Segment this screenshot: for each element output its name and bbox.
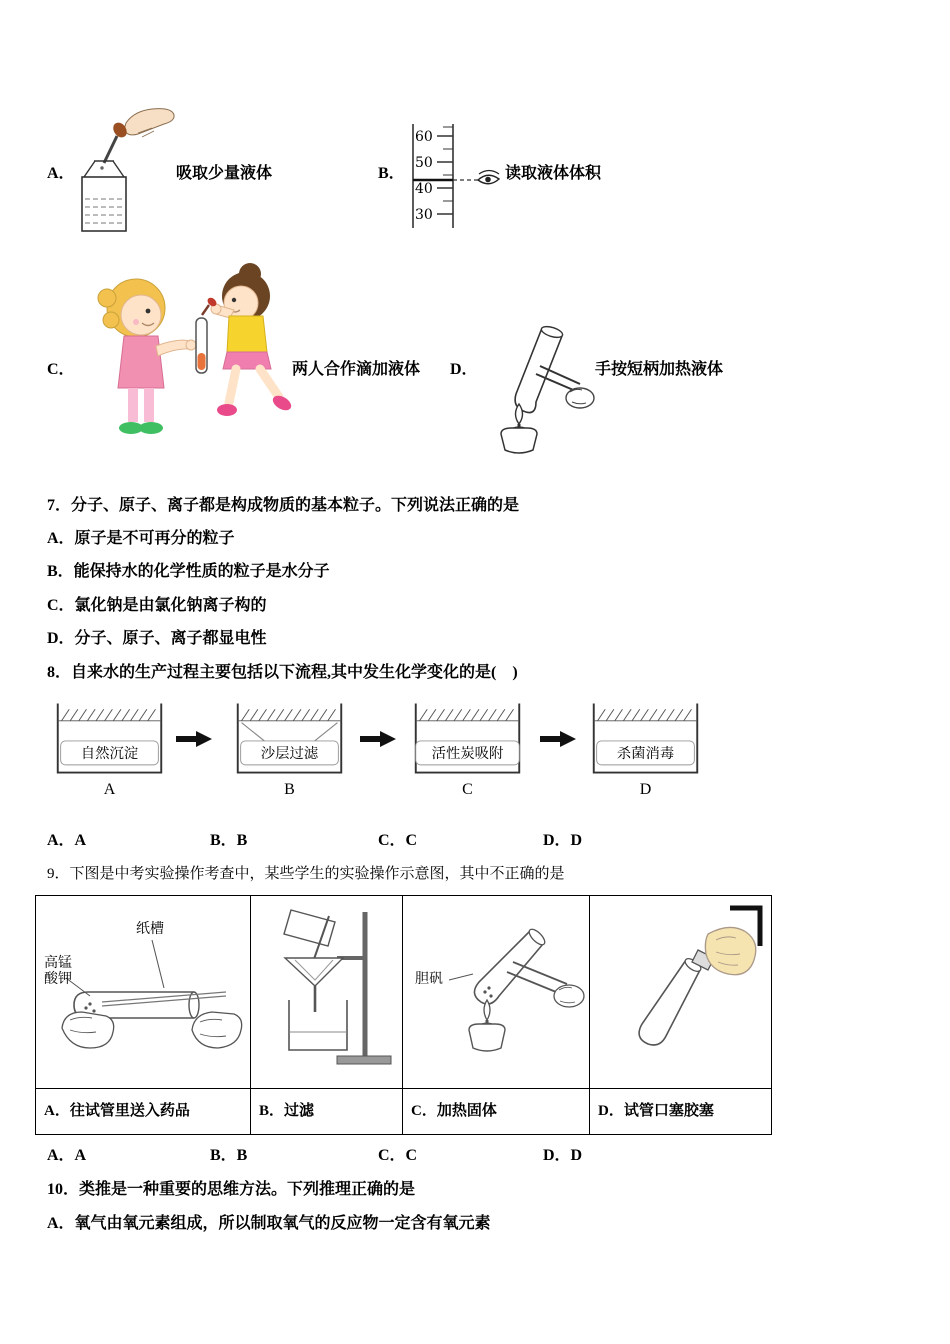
beaker-b-text: 沙层过滤: [260, 746, 319, 763]
q7-option-d: D．分子、原子、离子都显电性: [47, 630, 267, 647]
test-tube-icon: [474, 927, 547, 1004]
figure-heating-tube: [478, 322, 598, 463]
paper-trough-icon: [102, 992, 226, 1006]
apparatus-b-label: B．: [378, 165, 405, 182]
q9-answer-c: C．C: [378, 1147, 418, 1164]
beaker-activated-carbon: [410, 698, 525, 786]
bottle-neck-icon: [84, 161, 124, 177]
alcohol-lamp-icon: [469, 1000, 505, 1051]
dropper-tube-icon: [104, 136, 117, 163]
q8-stem: 8．自来水的生产过程主要包括以下流程,其中发生化学变化的是( ): [47, 664, 518, 681]
q9-caption-a: A．往试管里送入药品: [36, 1088, 251, 1134]
q9-cell-b: [251, 896, 403, 1088]
q9-caption-c: C．加热固体: [403, 1088, 590, 1134]
tick-40: 40: [415, 181, 433, 197]
q7-option-a: A．原子是不可再分的粒子: [47, 530, 235, 547]
beaker-letter-d: D: [639, 781, 652, 798]
test-tube-icon: [196, 318, 207, 373]
q9-answer-b: B．B: [210, 1147, 248, 1164]
hand-icon: [124, 109, 174, 135]
arrow-right-icon: [540, 728, 578, 756]
child-left-icon: [98, 279, 196, 434]
beaker-letter-c: C: [462, 781, 473, 798]
hand-icon: [566, 388, 594, 408]
q10-option-a: A．氧气由氧元素组成，所以制取氧气的反应物一定含有氧元素: [47, 1215, 491, 1232]
apparatus-d-caption: 手按短柄加热液体: [595, 361, 724, 378]
child-right-icon: [202, 263, 293, 416]
apparatus-a-caption: 吸取少量液体: [176, 165, 273, 182]
test-tube-icon: [639, 956, 703, 1045]
beaker-a-text: 自然沉淀: [80, 746, 139, 763]
eye-icon: [478, 171, 499, 184]
q9-answer-d: D．D: [543, 1147, 583, 1164]
hand-icon: [62, 1012, 114, 1048]
hand-icon: [705, 927, 755, 974]
test-tube-icon: [515, 324, 564, 412]
beaker-sand-filter: [232, 698, 347, 786]
hand-icon: [554, 985, 584, 1007]
apparatus-c-label: C．: [47, 361, 75, 378]
q8-answer-d: D．D: [543, 832, 583, 849]
beaker-d-text: 杀菌消毒: [616, 746, 675, 763]
beaker-letter-b: B: [284, 781, 295, 798]
q9-cell-d: [590, 896, 771, 1088]
q8-answer-a: A．A: [47, 832, 87, 849]
arrow-right-icon: [360, 728, 398, 756]
tick-50: 50: [415, 155, 433, 171]
q7-option-c: C．氯化钠是由氯化钠离子构的: [47, 597, 267, 614]
label-kmno4: 高锰酸钾: [44, 956, 72, 988]
tick-30: 30: [415, 207, 433, 223]
receiving-beaker-icon: [289, 1000, 347, 1050]
label-paper-trough: 纸槽: [136, 922, 164, 937]
apparatus-b-caption: 读取液体体积: [505, 165, 602, 182]
q9-stem: 9．下图是中考实验操作考查中，某些学生的实验操作示意图，其中不正确的是: [47, 866, 565, 882]
hand-icon: [192, 1012, 242, 1048]
q8-answer-c: C．C: [378, 832, 418, 849]
figure-two-children: [78, 256, 293, 462]
apparatus-c-caption: 两人合作滴加液体: [292, 361, 421, 378]
figure-graduated-cylinder: [403, 122, 503, 236]
funnel-icon: [285, 958, 343, 1012]
q9-caption-d: D．试管口塞胶塞: [590, 1088, 771, 1134]
beaker-disinfection: [588, 698, 703, 786]
pouring-beaker-icon: [284, 910, 335, 962]
iron-stand-icon: [337, 912, 391, 1064]
q9-cell-a: [36, 896, 251, 1088]
arrow-right-icon: [176, 728, 214, 756]
beaker-letter-a: A: [103, 781, 116, 798]
apparatus-a-label: A．: [47, 165, 75, 182]
label-copper-sulfate: 胆矾: [415, 972, 443, 987]
q7-option-b: B．能保持水的化学性质的粒子是水分子: [47, 563, 330, 580]
q7-stem: 7．分子、原子、离子都是构成物质的基本粒子。下列说法正确的是: [47, 497, 520, 514]
q9-table: [35, 895, 772, 1135]
q9-caption-b: B．过滤: [251, 1088, 403, 1134]
q9-cell-c: [403, 896, 590, 1088]
q8-answer-b: B．B: [210, 832, 248, 849]
beaker-c-text: 活性炭吸附: [431, 746, 504, 763]
tick-60: 60: [415, 129, 433, 145]
q10-stem: 10．类推是一种重要的思维方法。下列推理正确的是: [47, 1181, 416, 1198]
beaker-natural-settling: [52, 698, 167, 786]
figure-dropper-bottle: [68, 103, 178, 241]
apparatus-d-label: D．: [450, 361, 478, 378]
q9-answer-a: A．A: [47, 1147, 87, 1164]
